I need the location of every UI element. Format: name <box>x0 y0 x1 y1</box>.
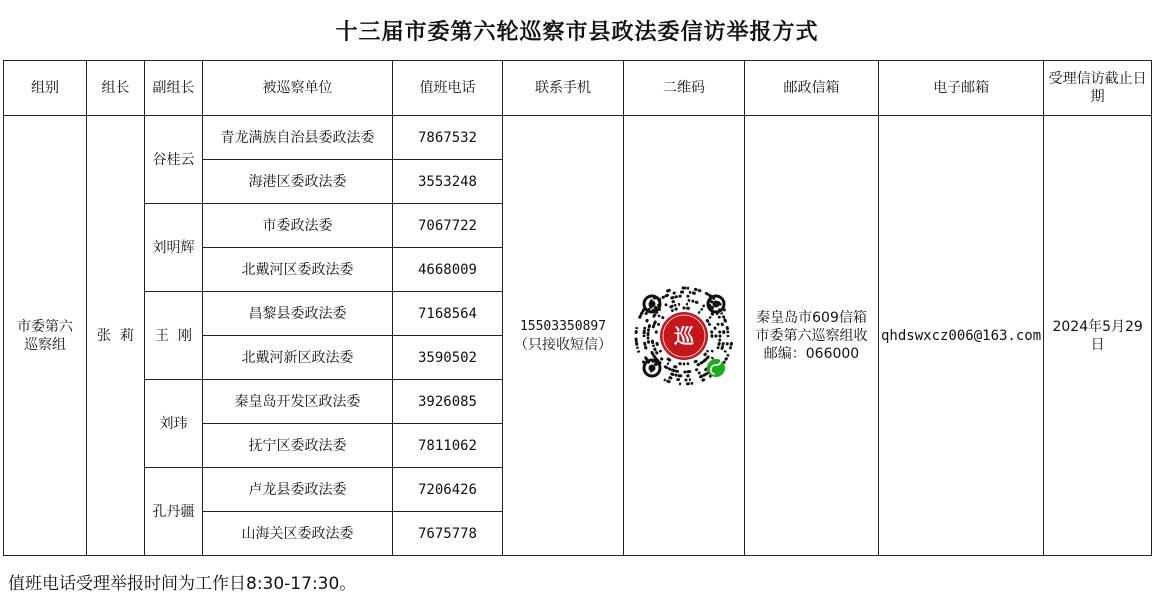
header-leader: 组长 <box>87 61 145 116</box>
deputy-cell: 刘玮 <box>145 380 203 468</box>
phone-cell: 7867532 <box>393 116 503 160</box>
unit-cell: 北戴河区委政法委 <box>203 248 393 292</box>
phone-cell: 7067722 <box>393 204 503 248</box>
leader-cell: 张 莉 <box>87 116 145 556</box>
mobile-note: （只接收短信） <box>514 336 612 353</box>
qr-logo-text: 巡 <box>674 323 694 348</box>
email-cell: qhdswxcz006@163.com <box>879 116 1044 556</box>
deputy-cell: 谷桂云 <box>145 116 203 204</box>
header-row <box>4 61 1152 116</box>
deputy-cell: 孔丹疆 <box>145 468 203 556</box>
group-cell: 市委第六巡察组 <box>4 116 87 556</box>
mailbox-line3: 邮编：066000 <box>763 345 860 362</box>
phone-cell: 4668009 <box>393 248 503 292</box>
report-table <box>3 60 1152 556</box>
mini-program-icon <box>707 359 725 377</box>
unit-cell: 山海关区委政法委 <box>203 512 393 556</box>
phone-cell: 7206426 <box>393 468 503 512</box>
deputy-cell: 王 刚 <box>145 292 203 380</box>
unit-cell: 海港区委政法委 <box>203 160 393 204</box>
phone-cell: 3590502 <box>393 336 503 380</box>
mailbox-line1: 秦皇岛市609信箱 <box>756 309 867 326</box>
qr-code-image <box>634 286 734 386</box>
phone-cell: 3926085 <box>393 380 503 424</box>
header-qr: 二维码 <box>624 61 745 116</box>
header-group: 组别 <box>4 61 87 116</box>
header-email: 电子邮箱 <box>879 61 1044 116</box>
phone-cell: 7675778 <box>393 512 503 556</box>
mobile-cell <box>503 116 624 556</box>
header-unit: 被巡察单位 <box>203 61 393 116</box>
unit-cell: 昌黎县委政法委 <box>203 292 393 336</box>
unit-cell: 卢龙县委政法委 <box>203 468 393 512</box>
phone-cell: 7811062 <box>393 424 503 468</box>
phone-cell: 3553248 <box>393 160 503 204</box>
unit-cell: 市委政法委 <box>203 204 393 248</box>
header-deadline: 受理信访截止日期 <box>1044 61 1152 116</box>
table-row <box>4 116 1152 160</box>
header-duty-phone: 值班电话 <box>393 61 503 116</box>
footer-note: 值班电话受理举报时间为工作日8:30-17:30。 <box>8 574 357 594</box>
page-title: 十三届市委第六轮巡察市县政法委信访举报方式 <box>335 19 819 45</box>
header-mailbox: 邮政信箱 <box>745 61 879 116</box>
unit-cell: 北戴河新区政法委 <box>203 336 393 380</box>
phone-cell: 7168564 <box>393 292 503 336</box>
header-deputy: 副组长 <box>145 61 203 116</box>
mailbox-cell <box>745 116 879 556</box>
header-mobile: 联系手机 <box>503 61 624 116</box>
mobile-number: 15503350897 <box>519 318 607 334</box>
deputy-cell: 刘明辉 <box>145 204 203 292</box>
unit-cell: 抚宁区委政法委 <box>203 424 393 468</box>
unit-cell: 秦皇岛开发区政法委 <box>203 380 393 424</box>
qr-cell <box>624 116 745 556</box>
mailbox-line2: 市委第六巡察组收 <box>755 327 868 344</box>
qr-code <box>634 286 734 386</box>
deadline-cell: 2024年5月29日 <box>1044 116 1152 556</box>
unit-cell: 青龙满族自治县委政法委 <box>203 116 393 160</box>
